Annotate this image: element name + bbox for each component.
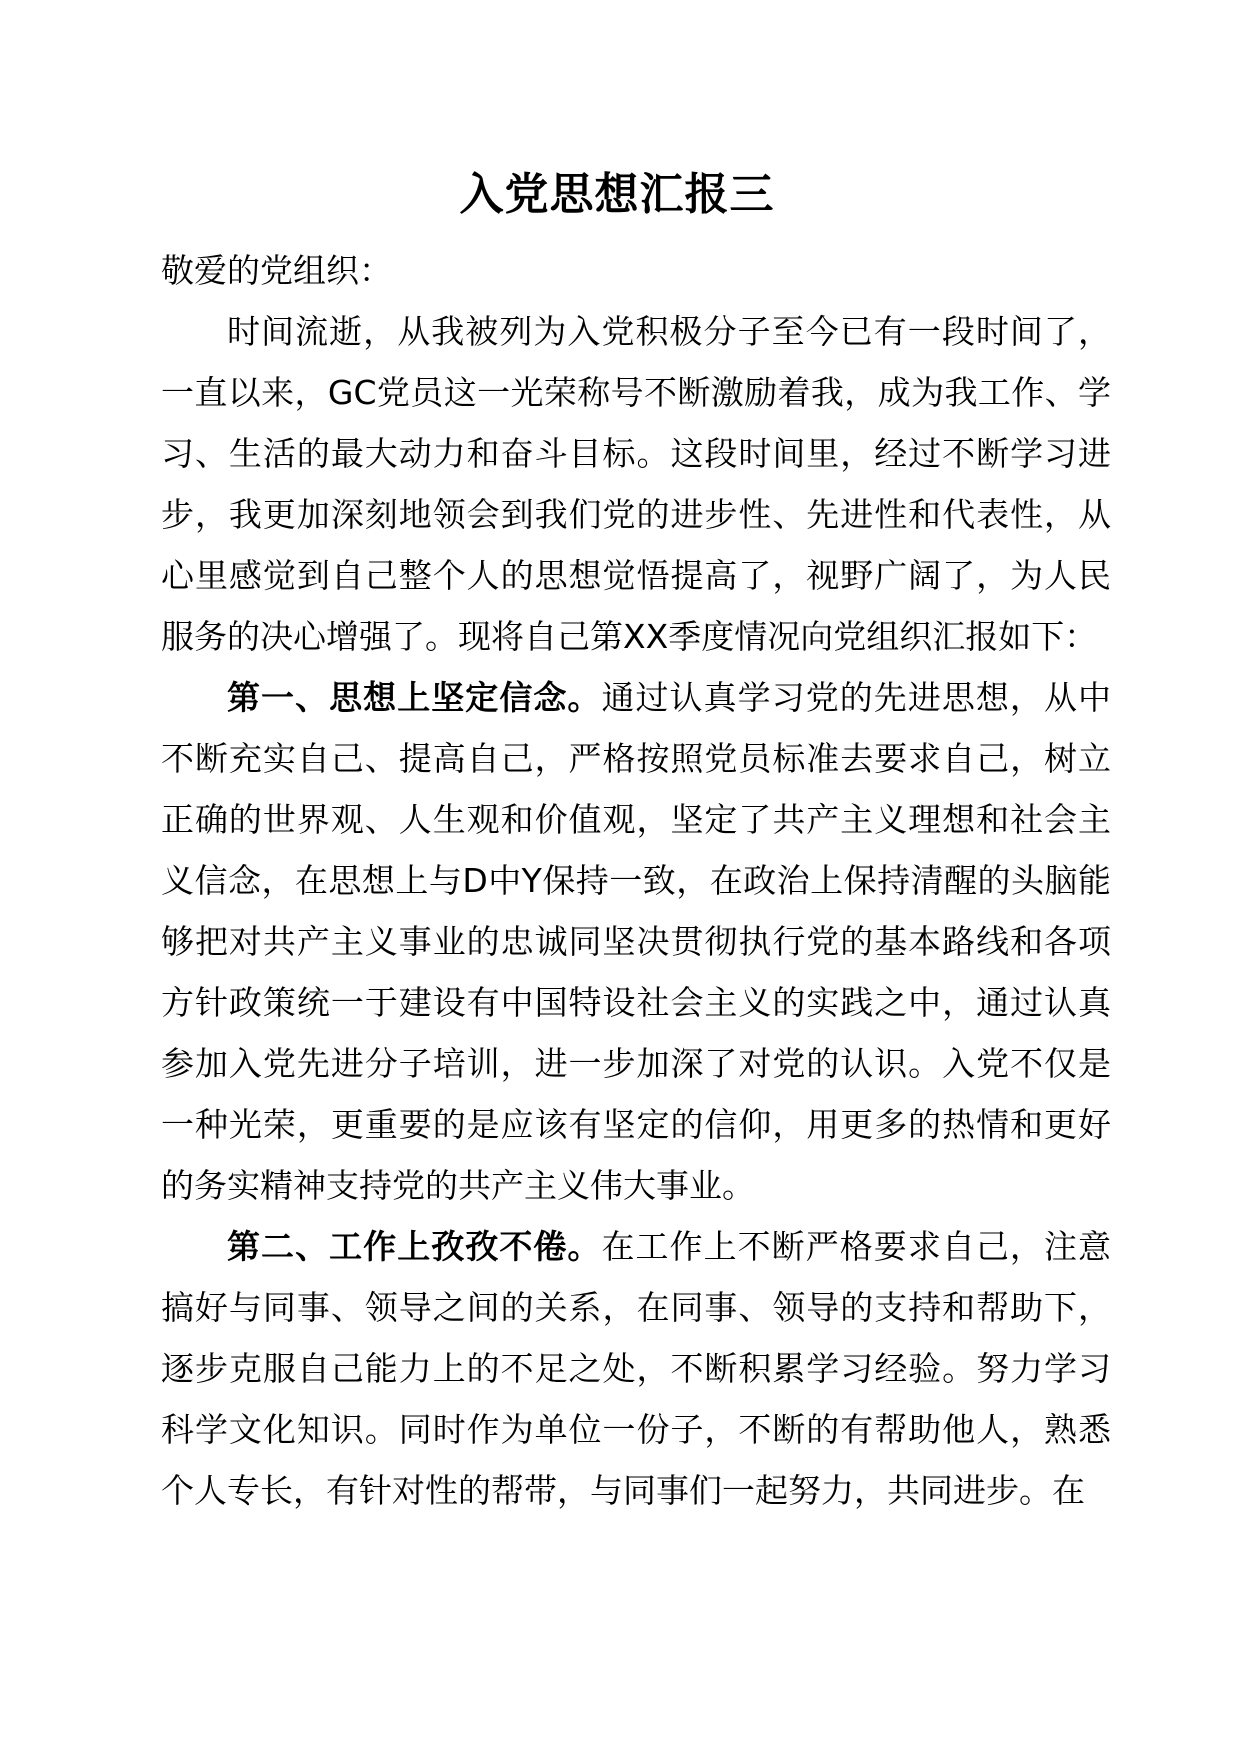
paragraph-text: 通过认真学习党的先进思想，从中不断充实自己、提高自己，严格按照党员标准去要求自己，树立正确的世界观、人生观和价值观，坚定了共产主义理想和社会主义信念，在思想上与D中Y保持一致，在政治上保持清醒的头脑能够把对共产主义事业的忠诚同坚决贯彻执行党的基本路线和各项方针政策统一于建设有中国特设社会主义的实践之中，通过认真参加入党先进分子培训，进一步加深了对党的认识。入党不仅是一种光荣，更重要的是应该有坚定的信仰，用更多的热情和更好的务实精神支持党的共产主义伟大事业。	[161, 678, 1112, 1205]
paragraph-text: 在工作上不断严格要求自己，注意搞好与同事、领导之间的关系，在同事、领导的支持和帮助下，逐步克服自己能力上的不足之处，不断积累学习经验。努力学习科学文化知识。同时作为单位一份子，不断的有帮助他人，熟悉个人专长，有针对性的帮带，与同事们一起努力，共同进步。在	[161, 1227, 1112, 1510]
paragraph-text: 时间流逝，从我被列为入党积极分子至今已有一段时间了，一直以来，GC党员这一光荣称号不断激励着我，成为我工作、学习、生活的最大动力和奋斗目标。这段时间里，经过不断学习进步，我更加深刻地领会到我们党的进步性、先进性和代表性，从心里感觉到自己整个人的思想觉悟提高了，视野广阔了，为人民服务的决心增强了。现将自己第XX季度情况向党组织汇报如下：	[161, 312, 1111, 656]
document-title: 入党思想汇报三	[459, 169, 775, 220]
paragraph-work	[161, 1216, 1111, 1521]
paragraph-lead: 第二、工作上孜孜不倦。	[227, 1227, 602, 1266]
paragraph-ideology	[161, 667, 1111, 1216]
paragraph-lead: 第一、思想上坚定信念。	[227, 678, 602, 717]
paragraph-intro	[161, 301, 1111, 667]
salutation: 敬爱的党组织：	[161, 251, 392, 290]
document-body	[161, 240, 1111, 1521]
